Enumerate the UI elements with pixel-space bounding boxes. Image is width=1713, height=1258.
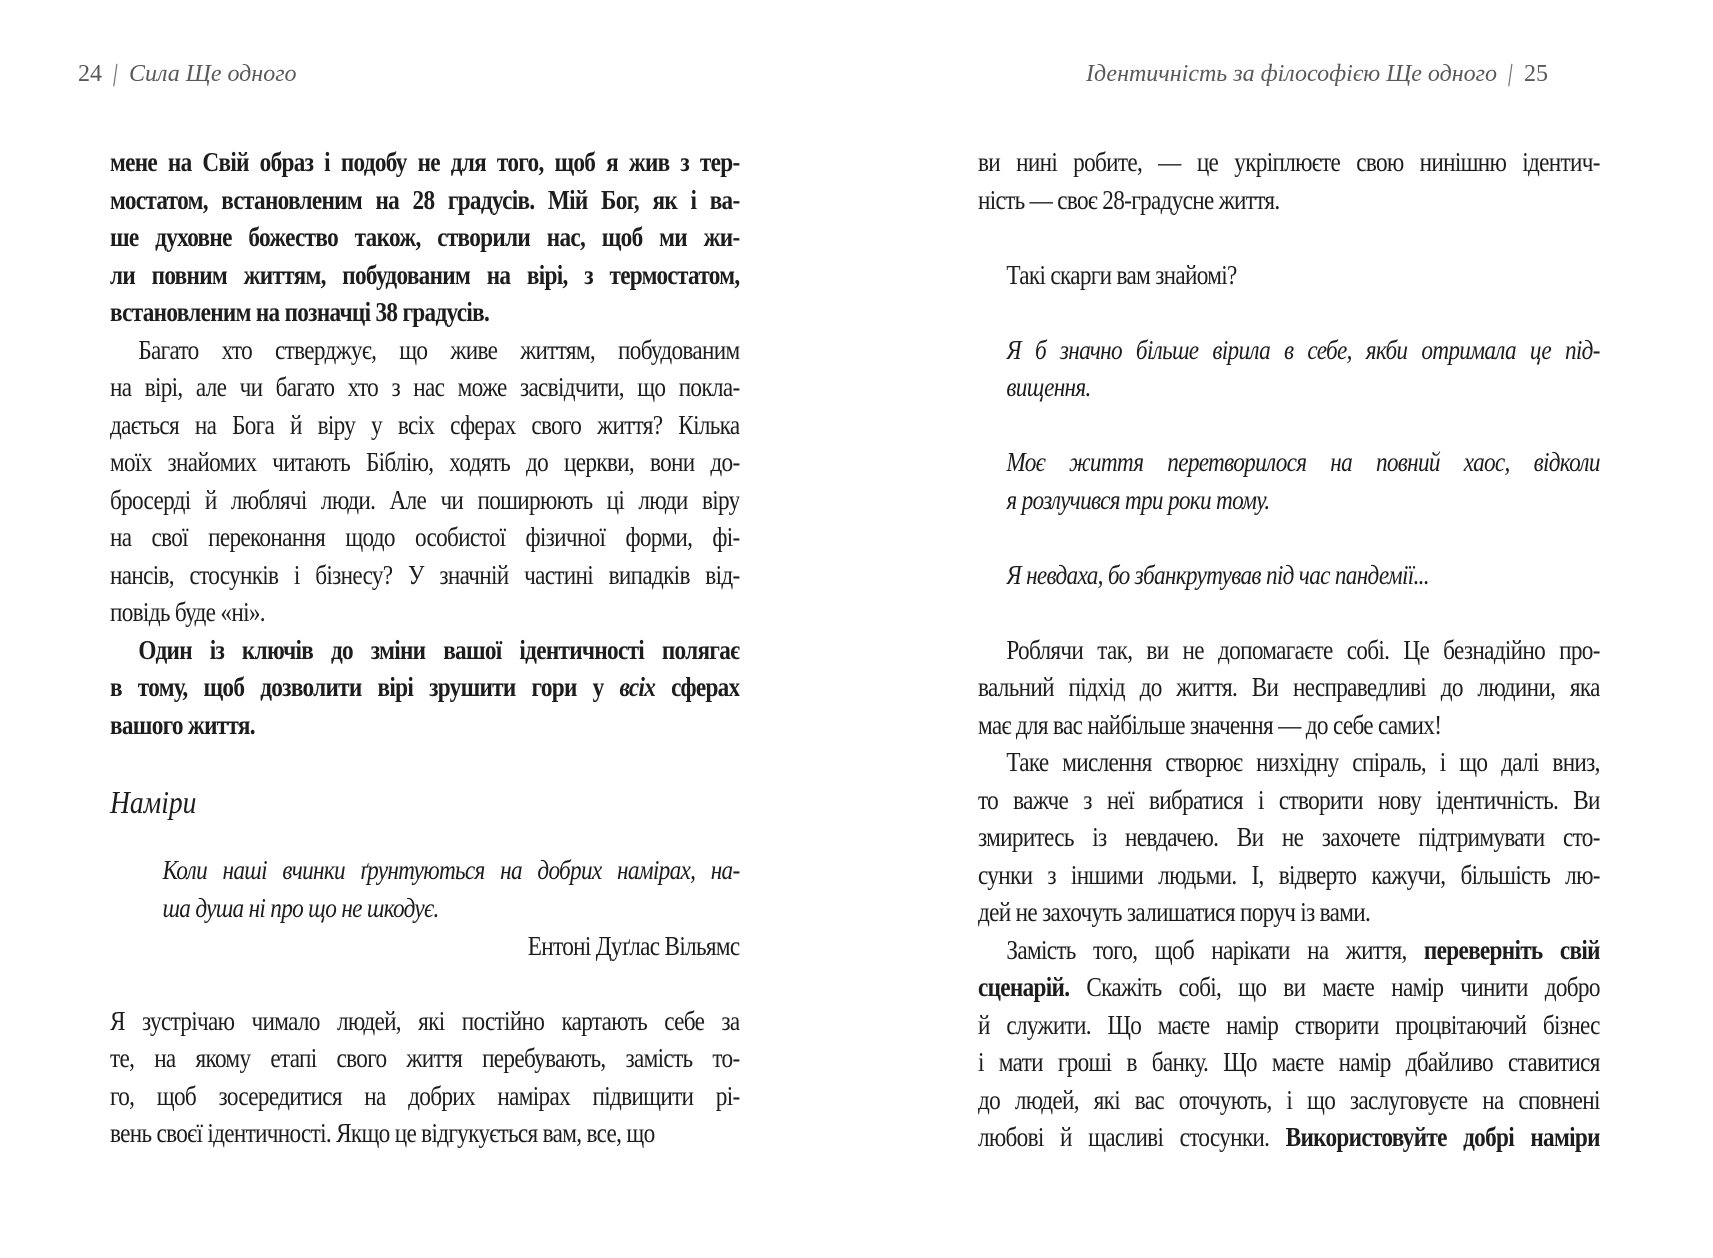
text-line: змиритесь із невдачею. Ви не захочете підтримувати сто-: [978, 822, 1600, 852]
text-line: має для вас найбільше значення — до себе самих!: [978, 709, 1442, 740]
text-line: [978, 932, 1600, 970]
section-heading: Наміри: [110, 784, 197, 820]
text-segment: сценарій.: [978, 972, 1070, 1002]
paragraph: [978, 257, 1600, 295]
text-line: до людей, які вас оточують, і що заслуговуєте на сповнені: [978, 1084, 1600, 1115]
text-line: я розлучився три роки тому.: [1006, 484, 1270, 515]
text-line: моїх знайомих читають Біблію, ходять до церкви, вони до-: [110, 447, 740, 477]
text-line: Роблячи так, ви не допомагаєте собі. Це безнадійно про-: [1006, 634, 1600, 665]
text-line: вашого життя.: [110, 709, 255, 740]
text-line: і мати гроші в банку. Що маєте намір дбайливо ставитися: [978, 1047, 1600, 1077]
paragraph: [978, 744, 1600, 932]
text-segment: всіх: [619, 672, 656, 702]
text-line: мостатом, встановленим на 28 градусів. Мій Бог, як і ва-: [110, 184, 740, 215]
text-line: дається на Бога й віру у всіх сферах свого життя? Кілька: [110, 409, 740, 440]
text-line: встановленим на позначці 38 градусів.: [110, 297, 490, 327]
text-segment: в тому, щоб дозволити вірі зрушити гори у: [110, 672, 620, 702]
blank-line-spacer: [978, 407, 1600, 445]
text-line: нансів, стосунків і бізнесу? У значній частині випадків від-: [110, 559, 740, 590]
text-line: [110, 669, 740, 707]
text-line: [978, 1119, 1600, 1157]
text-line: сунки з іншими людьми. І, відверто кажучи, більшість лю-: [978, 859, 1600, 890]
blank-line-spacer: [978, 294, 1600, 332]
text-line: на вірі, але чи багато хто з нас може засвідчити, що покла-: [110, 372, 740, 402]
blank-line-spacer: [978, 594, 1600, 632]
text-line: Таке мислення створює низхідну спіраль, і що далі вниз,: [1006, 747, 1600, 777]
text-line: Моє життя перетворилося на повний хаос, відколи: [1006, 447, 1600, 477]
block-quote: [1006, 444, 1599, 519]
text-line: повідь буде «ні».: [110, 597, 265, 627]
paragraph: [110, 332, 740, 632]
text-line: на свої переконання щодо особистої фізичної форми, фі-: [110, 522, 740, 552]
header-separator: |: [111, 59, 120, 88]
paragraph: [110, 632, 740, 745]
text-line: Я б значно більше вірила в себе, якби отримала це під-: [1006, 334, 1600, 365]
left-page-number: 24: [78, 61, 102, 87]
text-line: ли повним життям, побудованим на вірі, з термостатом,: [110, 259, 740, 290]
text-segment: любові й щасливі стосунки.: [978, 1122, 1286, 1152]
text-line: Я зустрічаю чимало людей, які постійно картають себе за: [110, 1005, 740, 1036]
text-line: ність — своє 28-градусне життя.: [978, 184, 1280, 215]
blank-line-spacer: [978, 519, 1600, 557]
text-line: ше духовне божество також, створили нас, щоб ми жи-: [110, 222, 740, 252]
text-line: вень своєї ідентичності. Якщо це відгукується вам, все, що: [110, 1118, 655, 1148]
text-line: ви нині робите, — це укріплюєте свою нинішню ідентич-: [978, 147, 1600, 177]
blank-line-spacer: [978, 219, 1600, 257]
text-line: вищення.: [1006, 372, 1091, 402]
paragraph: [978, 144, 1600, 219]
text-line: вальний підхід до життя. Ви несправедливі до людини, яка: [978, 672, 1600, 702]
right-running-title: Ідентичність за філософією Ще одного: [1085, 61, 1497, 87]
text-line: [978, 969, 1600, 1007]
left-page-text-column: [110, 144, 740, 1153]
text-line: Один із ключів до зміни вашої ідентичності полягає: [138, 634, 740, 665]
paragraph: [110, 144, 740, 332]
text-line: то важче з неї вибратися і створити нову ідентичність. Ви: [978, 784, 1600, 815]
text-line: Коли наші вчинки ґрунтуються на добрих намірах, на-: [162, 855, 740, 885]
left-page-header: [78, 58, 297, 90]
quote-attribution: Ентоні Дуґлас Вільямс: [527, 931, 740, 961]
header-separator: |: [1506, 59, 1515, 88]
text-line: мене на Свій образ і подобу не для того, щоб я жив з тер-: [110, 147, 740, 177]
block-quote: [1006, 557, 1599, 595]
paragraph: [110, 1003, 740, 1153]
text-segment: переверніть свій: [1423, 934, 1600, 965]
block-quote: [162, 852, 739, 965]
left-running-title: Сила Ще одного: [129, 61, 297, 87]
text-line: ша душа ні про що не шкодує.: [162, 892, 439, 923]
text-line: Я невдаха, бо збанкрутував під час пандемії...: [1006, 559, 1429, 590]
text-line: го, щоб зосередитися на добрих намірах підвищити рі-: [110, 1080, 740, 1111]
paragraph: [978, 632, 1600, 745]
right-page-number: 25: [1524, 61, 1548, 87]
block-quote: [1006, 332, 1599, 407]
right-page-text-column: [978, 144, 1600, 1157]
paragraph: [978, 932, 1600, 1157]
text-line: дей не захочуть залишатися поруч із вами.: [978, 897, 1371, 927]
text-line: те, на якому етапі свого життя перебувають, замість то-: [110, 1043, 740, 1073]
text-segment: Замість того, щоб нарікати на життя,: [1006, 934, 1424, 965]
text-line: й служити. Що маєте намір створити процвітаючий бізнес: [978, 1009, 1600, 1040]
text-segment: сферах: [655, 672, 740, 702]
text-line: Такі скарги вам знайомі?: [1006, 259, 1237, 290]
text-line: бросерді й люблячі люди. Але чи поширюють ці люди віру: [110, 484, 740, 515]
text-segment: Скажіть собі, що ви маєте намір чинити добро: [1069, 972, 1600, 1002]
text-line: Багато хто стверджує, що живе життям, побудованим: [138, 334, 740, 365]
right-page-header: [1086, 58, 1548, 90]
text-segment: Використовуйте добрі наміри: [1285, 1122, 1600, 1152]
